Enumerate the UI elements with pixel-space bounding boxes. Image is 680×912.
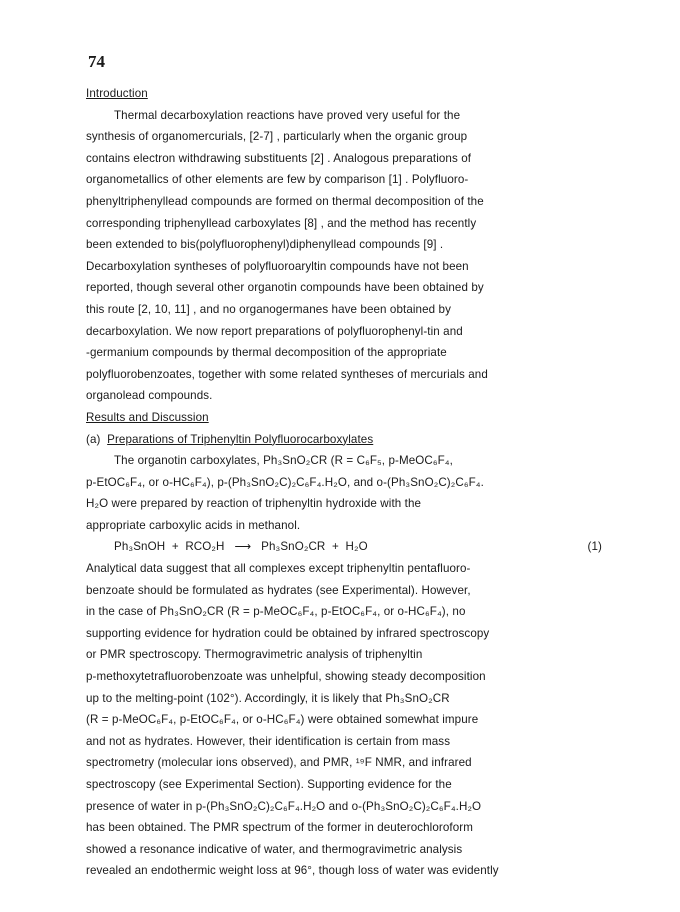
subsection-label: (a) — [86, 432, 101, 446]
subsection-title: Preparations of Triphenyltin Polyfluorocarboxylates — [107, 432, 374, 446]
intro-line: synthesis of organomercurials, [2-7] , particularly when the organic group — [86, 130, 468, 144]
analysis-line: has been obtained. The PMR spectrum of the former in deuterochloroform — [86, 821, 474, 835]
analysis-line: benzoate should be formulated as hydrates (see Experimental). However, — [86, 583, 471, 597]
equation-number: (1) — [587, 540, 602, 554]
intro-line: organolead compounds. — [86, 389, 213, 403]
intro-line: reported, though several other organotin compounds have been obtained by — [86, 281, 484, 295]
analysis-line: in the case of Ph₃SnO₂CR (R = p-MeOC₆F₄, p-EtOC₆F₄, or o-HC₆F₄), no — [86, 605, 466, 619]
analysis-line: supporting evidence for hydration could be obtained by infrared spectroscopy — [86, 626, 490, 640]
analysis-line: revealed an endothermic weight loss at 96°, though loss of water was evidently — [86, 864, 499, 878]
analysis-line: and not as hydrates. However, their identification is certain from mass — [86, 734, 451, 748]
analysis-line: p-methoxytetrafluorobenzoate was unhelpful, showing steady decomposition — [86, 670, 486, 684]
equation-lhs: Ph₃SnOH + RCO₂H — [114, 540, 225, 554]
analysis-line: up to the melting-point (102°). Accordingly, it is likely that Ph₃SnO₂CR — [86, 691, 450, 705]
intro-line: this route [2, 10, 11] , and no organogermanes have been obtained by — [86, 302, 451, 316]
reaction-arrow-icon: ⟶ — [234, 540, 252, 554]
results-heading: Results and Discussion — [86, 410, 209, 424]
intro-line: -germanium compounds by thermal decomposition of the appropriate — [86, 346, 447, 360]
reaction-equation — [86, 536, 606, 558]
intro-line: contains electron withdrawing substituents [2] . Analogous preparations of — [86, 151, 472, 165]
analysis-line: presence of water in p-(Ph₃SnO₂C)₂C₆F₄.H₂O and o-(Ph₃SnO₂C)₂C₆F₄.H₂O — [86, 799, 482, 813]
analysis-line: Analytical data suggest that all complexes except triphenyltin pentafluoro- — [86, 562, 471, 576]
intro-line: Thermal decarboxylation reactions have proved very useful for the — [114, 108, 461, 122]
intro-line: phenyltriphenyllead compounds are formed on thermal decomposition of the — [86, 194, 484, 208]
introduction-heading: Introduction — [86, 87, 148, 100]
results-line: appropriate carboxylic acids in methanol. — [86, 518, 301, 532]
intro-line: been extended to bis(polyfluorophenyl)diphenyllead compounds [9] . — [86, 238, 444, 252]
subsection-heading — [86, 429, 606, 451]
analysis-line: showed a resonance indicative of water, and thermogravimetric analysis — [86, 842, 463, 856]
intro-line: polyfluorobenzoates, together with some related syntheses of mercurials and — [86, 367, 488, 381]
intro-line: decarboxylation. We now report preparations of polyfluorophenyl-tin and — [86, 324, 463, 338]
analysis-line: (R = p-MeOC₆F₄, p-EtOC₆F₄, or o-HC₆F₄) were obtained somewhat impure — [86, 713, 479, 727]
equation-rhs: Ph₃SnO₂CR + H₂O — [261, 540, 368, 554]
intro-line: organometallics of other elements are few by comparison [1] . Polyfluoro- — [86, 173, 469, 187]
page-number: 74 — [88, 52, 105, 71]
results-line: p-EtOC₆F₄, or o-HC₆F₄), p-(Ph₃SnO₂C)₂C₆F₄.H₂O, and o-(Ph₃SnO₂C)₂C₆F₄. — [86, 475, 484, 489]
analysis-line: spectroscopy (see Experimental Section). Supporting evidence for the — [86, 778, 452, 791]
results-line: The organotin carboxylates, Ph₃SnO₂CR (R = C₆F₅, p-MeOC₆F₄, — [114, 454, 453, 468]
intro-line: corresponding triphenyllead carboxylates [8] , and the method has recently — [86, 216, 477, 230]
analysis-line: or PMR spectroscopy. Thermogravimetric analysis of triphenyltin — [86, 648, 423, 662]
article-body — [86, 83, 606, 882]
results-line: H₂O were prepared by reaction of triphenyltin hydroxide with the — [86, 497, 422, 511]
intro-line: Decarboxylation syntheses of polyfluoroaryltin compounds have not been — [86, 259, 469, 273]
analysis-line: spectrometry (molecular ions observed), and PMR, ¹⁹F NMR, and infrared — [86, 756, 472, 770]
